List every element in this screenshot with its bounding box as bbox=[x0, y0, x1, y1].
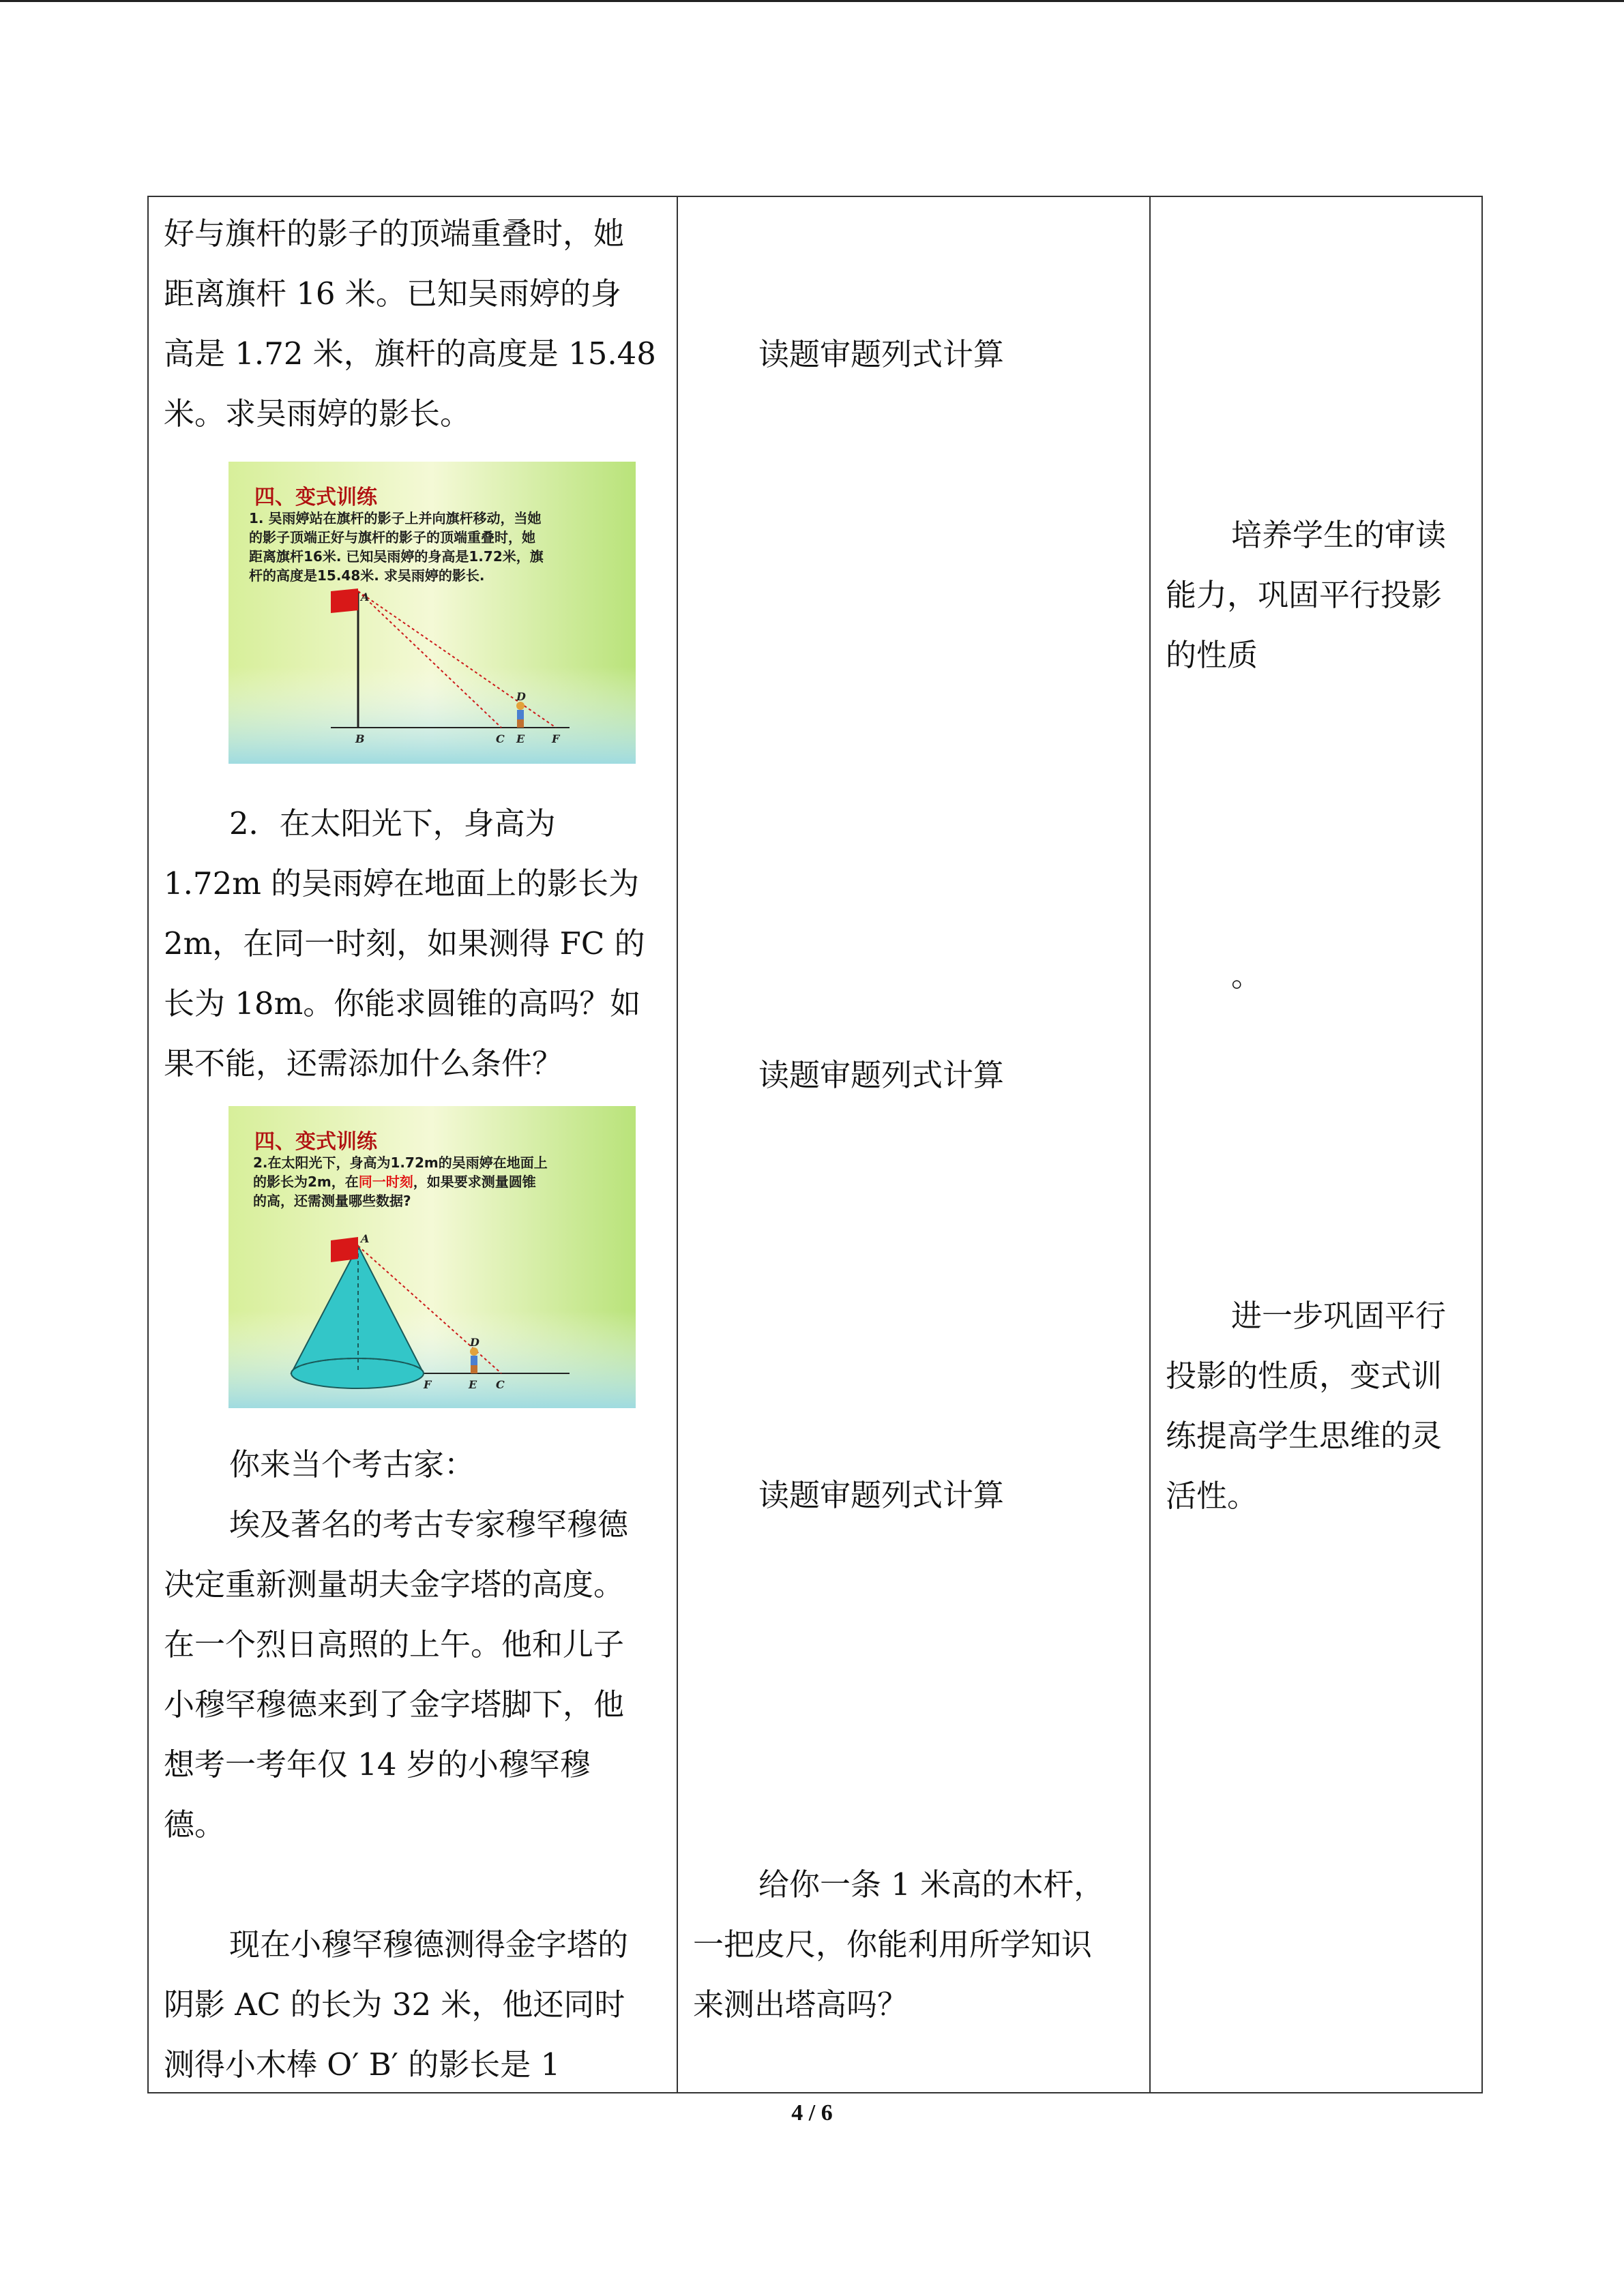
problem2-line-3: 2m，在同一时刻，如果测得 FC 的 bbox=[164, 925, 645, 961]
problem1-line-2: 距离旗杆 16 米。已知吴雨婷的身 bbox=[164, 275, 621, 312]
flag-icon-2 bbox=[331, 1237, 358, 1262]
problem1-line-1: 好与旗杆的影子的顶端重叠时，她 bbox=[164, 215, 625, 252]
problem2-line-5: 果不能，还需添加什么条件？ bbox=[164, 1045, 563, 1082]
goal2-line-4: 活性。 bbox=[1166, 1478, 1258, 1514]
activity-1: 读题审题列式计算 bbox=[758, 336, 1005, 372]
label2-C: C bbox=[496, 1378, 505, 1391]
label2-F: F bbox=[424, 1378, 432, 1391]
slide2-line-2-red: 同一时刻 bbox=[358, 1174, 413, 1190]
slide-image-1 bbox=[228, 462, 636, 764]
question-line-3: 来测出塔高吗？ bbox=[693, 1986, 909, 2023]
problem2-line-2: 1.72m 的吴雨婷在地面上的影长为 bbox=[164, 865, 640, 901]
label2-E: E bbox=[469, 1378, 477, 1391]
problem2-line-1: 2．在太阳光下，身高为 bbox=[229, 805, 556, 841]
student-activity-column bbox=[677, 196, 1150, 2093]
person-icon-2 bbox=[470, 1347, 478, 1373]
story-line-5: 想考一考年仅 14 岁的小穆罕穆 bbox=[164, 1746, 591, 1783]
slide2-title: 四、变式训练 bbox=[254, 1130, 377, 1154]
person-icon bbox=[516, 702, 525, 728]
goal2-line-1: 进一步巩固平行 bbox=[1231, 1298, 1447, 1334]
slide2-line-2b: ，如果要求测量圆锥 bbox=[413, 1174, 536, 1190]
measure-line-1: 现在小穆罕穆德测得金字塔的 bbox=[229, 1926, 629, 1963]
problem1-line-4: 米。求吴雨婷的影长。 bbox=[164, 396, 471, 432]
label-F: F bbox=[552, 732, 560, 745]
label-B: B bbox=[355, 732, 365, 745]
question-line-2: 一把皮尺，你能利用所学知识 bbox=[693, 1926, 1093, 1963]
slide1-title: 四、变式训练 bbox=[254, 486, 377, 509]
flag-icon bbox=[331, 588, 358, 613]
measure-line-2: 阴影 AC 的长为 32 米，他还同时 bbox=[164, 1986, 625, 2023]
activity-2: 读题审题列式计算 bbox=[758, 1057, 1005, 1093]
measure-line-3: 测得小木棒 O′ B′ 的影长是 1 bbox=[164, 2046, 561, 2083]
slide2-line-1: 2.在太阳光下，身高为1.72m的吴雨婷在地面上 bbox=[253, 1154, 548, 1171]
archaeologist-heading: 你来当个考古家： bbox=[229, 1446, 475, 1482]
goal1-line-1: 培养学生的审读 bbox=[1231, 517, 1447, 553]
slide1-line-1: 1. 吴雨婷站在旗杆的影子上并向旗杆移动，当她 bbox=[249, 510, 542, 526]
label2-D: D bbox=[470, 1336, 479, 1349]
slide1-line-2: 的影子顶端正好与旗杆的影子的顶端重叠时，她 bbox=[249, 529, 535, 546]
story-line-4: 小穆罕穆德来到了金字塔脚下，他 bbox=[164, 1686, 625, 1723]
page-top-border bbox=[0, 0, 1624, 2]
slide2-line-2a: 的影长为2m，在 bbox=[253, 1174, 359, 1190]
label-C: C bbox=[496, 732, 505, 745]
label-E: E bbox=[516, 732, 525, 745]
content-column bbox=[148, 196, 677, 2093]
story-line-2: 决定重新测量胡夫金字塔的高度。 bbox=[164, 1566, 625, 1602]
problem2-line-4: 长为 18m。你能求圆锥的高吗？如 bbox=[164, 985, 641, 1022]
slide1-line-3: 距离旗杆16米. 已知吴雨婷的身高是1.72米，旗 bbox=[249, 548, 544, 565]
activity-3: 读题审题列式计算 bbox=[758, 1477, 1005, 1513]
goal1-line-3: 的性质 bbox=[1166, 637, 1258, 673]
goal2-line-3: 练提高学生思维的灵 bbox=[1166, 1418, 1443, 1454]
page-number: 4 / 6 bbox=[791, 2100, 833, 2126]
label2-A: A bbox=[361, 1232, 370, 1245]
slide-image-2 bbox=[228, 1106, 636, 1408]
stray-period: 。 bbox=[1231, 957, 1263, 994]
story-line-3: 在一个烈日高照的上午。他和儿子 bbox=[164, 1626, 625, 1663]
goal2-line-2: 投影的性质，变式训 bbox=[1166, 1358, 1443, 1394]
problem1-line-3: 高是 1.72 米，旗杆的高度是 15.48 bbox=[164, 336, 656, 372]
label-A: A bbox=[361, 591, 370, 603]
slide2-line-2 bbox=[253, 1174, 536, 1190]
slide2-line-3: 的高，还需测量哪些数据? bbox=[253, 1193, 411, 1209]
story-line-6: 德。 bbox=[164, 1806, 226, 1843]
lesson-table bbox=[147, 196, 1483, 2093]
goal1-line-2: 能力，巩固平行投影 bbox=[1166, 577, 1443, 613]
slide1-line-4: 杆的高度是15.48米. 求吴雨婷的影长. bbox=[249, 567, 485, 584]
label-D: D bbox=[516, 690, 526, 703]
question-line-1: 给你一条 1 米高的木杆， bbox=[758, 1866, 1105, 1903]
story-line-1: 埃及著名的考古专家穆罕穆德 bbox=[229, 1506, 629, 1542]
design-intent-column bbox=[1150, 196, 1482, 2093]
